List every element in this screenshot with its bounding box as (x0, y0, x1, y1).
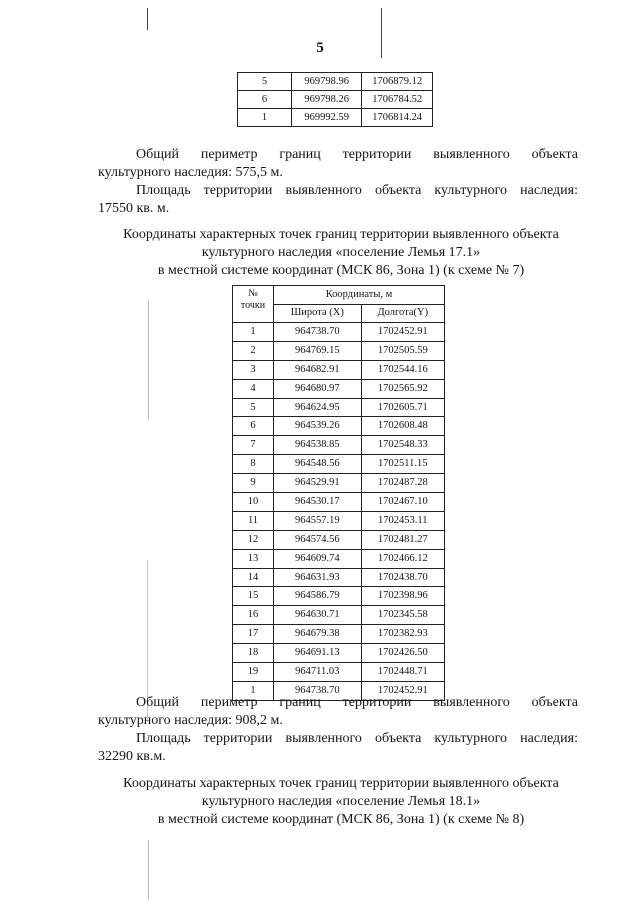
longitude-cell: 1702467.10 (361, 493, 444, 512)
table-row (233, 341, 445, 360)
point-number-cell: 1 (238, 109, 292, 127)
latitude-cell: 964680.97 (274, 379, 362, 398)
scan-margin-line (147, 8, 148, 30)
table-row (233, 323, 445, 342)
heading-line1: Координаты характерных точек границ территории выявленного объекта (123, 227, 559, 242)
longitude-cell: 1702605.71 (361, 398, 444, 417)
point-number-cell: 10 (233, 493, 274, 512)
latitude-cell: 964530.17 (274, 493, 362, 512)
perimeter-text-line1: Общий периметр границ территории выявленного объекта (136, 695, 578, 710)
area-text-line2: 32290 кв.м. (98, 749, 166, 764)
point-number-header (233, 286, 274, 323)
longitude-cell: 1702452.91 (361, 681, 444, 700)
latitude-cell: 964548.56 (274, 455, 362, 474)
point-number-cell: 6 (233, 417, 274, 436)
heading-line3: в местной системе координат (МСК 86, Зона 1) (к схеме № 8) (157, 812, 525, 827)
longitude-cell: 1706784.52 (362, 91, 433, 109)
longitude-cell: 1702452.91 (361, 323, 444, 342)
point-number-header-line1: № (248, 288, 258, 299)
coordinates-table-continued (237, 72, 433, 127)
point-number-cell: 16 (233, 606, 274, 625)
point-number-cell: 5 (238, 73, 292, 91)
table-row (233, 493, 445, 512)
table-row (233, 530, 445, 549)
longitude-cell: 1702398.96 (361, 587, 444, 606)
point-number-cell: 11 (233, 511, 274, 530)
longitude-cell: 1702505.59 (361, 341, 444, 360)
coordinates-table-17-1 (232, 285, 445, 701)
point-number-cell: 18 (233, 644, 274, 663)
latitude-cell: 969798.96 (291, 73, 361, 91)
longitude-cell: 1706814.24 (362, 109, 433, 127)
heading-line2: культурного наследия «поселение Лемья 18.1» (201, 794, 481, 809)
perimeter-paragraph-2 (98, 694, 578, 730)
latitude-cell: 964574.56 (274, 530, 362, 549)
point-number-cell: 5 (233, 398, 274, 417)
area-paragraph-1 (98, 182, 578, 218)
table-row (233, 663, 445, 682)
latitude-cell: 964539.26 (274, 417, 362, 436)
longitude-cell: 1702345.58 (361, 606, 444, 625)
table-row (233, 625, 445, 644)
point-number-cell: 1 (233, 323, 274, 342)
longitude-cell: 1702608.48 (361, 417, 444, 436)
heading-line2: культурного наследия «поселение Лемья 17.1» (201, 245, 481, 260)
point-number-cell: 13 (233, 549, 274, 568)
latitude-cell: 964624.95 (274, 398, 362, 417)
latitude-cell: 964738.70 (274, 323, 362, 342)
point-number-cell: 19 (233, 663, 274, 682)
table-row (233, 379, 445, 398)
table-row (233, 417, 445, 436)
heading-line1: Координаты характерных точек границ территории выявленного объекта (123, 776, 559, 791)
point-number-cell: 7 (233, 436, 274, 455)
latitude-cell: 964609.74 (274, 549, 362, 568)
point-number-cell: 17 (233, 625, 274, 644)
latitude-cell: 969798.26 (291, 91, 361, 109)
table-row (233, 398, 445, 417)
longitude-cell: 1702438.70 (361, 568, 444, 587)
area-text-line1: Площадь территории выявленного объекта культурного наследия: (136, 731, 578, 746)
longitude-cell: 1706879.12 (362, 73, 433, 91)
latitude-cell: 964679.38 (274, 625, 362, 644)
longitude-cell: 1702466.12 (361, 549, 444, 568)
latitude-cell: 964738.70 (274, 681, 362, 700)
longitude-cell: 1702548.33 (361, 436, 444, 455)
latitude-cell: 964682.91 (274, 360, 362, 379)
latitude-cell: 964557.19 (274, 511, 362, 530)
longitude-cell: 1702565.92 (361, 379, 444, 398)
latitude-cell: 964711.03 (274, 663, 362, 682)
table-row (233, 644, 445, 663)
table-row (233, 455, 445, 474)
point-number-cell: 8 (233, 455, 274, 474)
latitude-cell: 964538.85 (274, 436, 362, 455)
table-row (233, 568, 445, 587)
area-paragraph-2 (98, 730, 578, 766)
point-number-cell: 12 (233, 530, 274, 549)
longitude-cell: 1702426.50 (361, 644, 444, 663)
area-text-line1: Площадь территории выявленного объекта культурного наследия: (136, 183, 578, 198)
coordinates-header: Координаты, м (274, 286, 445, 305)
heading-line3: в местной системе координат (МСК 86, Зона 1) (к схеме № 7) (157, 263, 525, 278)
table-row (238, 73, 433, 91)
longitude-cell: 1702511.15 (361, 455, 444, 474)
latitude-cell: 964630.71 (274, 606, 362, 625)
perimeter-text-line2: культурного наследия: 575,5 м. (98, 165, 283, 180)
longitude-cell: 1702544.16 (361, 360, 444, 379)
latitude-cell: 964769.15 (274, 341, 362, 360)
perimeter-text-line2: культурного наследия: 908,2 м. (98, 713, 283, 728)
point-number-cell: 4 (233, 379, 274, 398)
table-row (233, 436, 445, 455)
table-row (238, 91, 433, 109)
scan-margin-line (148, 840, 149, 900)
area-text-line2: 17550 кв. м. (98, 201, 170, 216)
table-row (233, 360, 445, 379)
point-number-cell: 14 (233, 568, 274, 587)
point-number-cell: 9 (233, 474, 274, 493)
latitude-cell: 964529.91 (274, 474, 362, 493)
perimeter-text-line1: Общий периметр границ территории выявленного объекта (136, 147, 578, 162)
main-table-body (233, 323, 445, 701)
point-number-cell: 6 (238, 91, 292, 109)
latitude-cell: 964631.93 (274, 568, 362, 587)
point-number-cell: 15 (233, 587, 274, 606)
table-row (233, 587, 445, 606)
coordinates-heading-17-1 (96, 226, 586, 280)
scan-margin-line (148, 300, 149, 420)
longitude-header: Долгота(Y) (361, 304, 444, 323)
table-row (238, 109, 433, 127)
longitude-cell: 1702448.71 (361, 663, 444, 682)
latitude-cell: 964691.13 (274, 644, 362, 663)
latitude-cell: 969992.59 (291, 109, 361, 127)
point-number-cell: 1 (233, 681, 274, 700)
longitude-cell: 1702453.11 (361, 511, 444, 530)
coordinates-heading-18-1 (96, 775, 586, 829)
perimeter-paragraph-1 (98, 146, 578, 182)
latitude-header: Широта (X) (274, 304, 362, 323)
top-table-body (238, 73, 433, 127)
table-row (233, 606, 445, 625)
table-row (233, 511, 445, 530)
longitude-cell: 1702481.27 (361, 530, 444, 549)
table-row (233, 549, 445, 568)
point-number-header-line2: точки (240, 300, 266, 311)
point-number-cell: 3 (233, 360, 274, 379)
latitude-cell: 964586.79 (274, 587, 362, 606)
longitude-cell: 1702487.28 (361, 474, 444, 493)
longitude-cell: 1702382.93 (361, 625, 444, 644)
table-row (233, 474, 445, 493)
page-number: 5 (316, 40, 324, 56)
point-number-cell: 2 (233, 341, 274, 360)
